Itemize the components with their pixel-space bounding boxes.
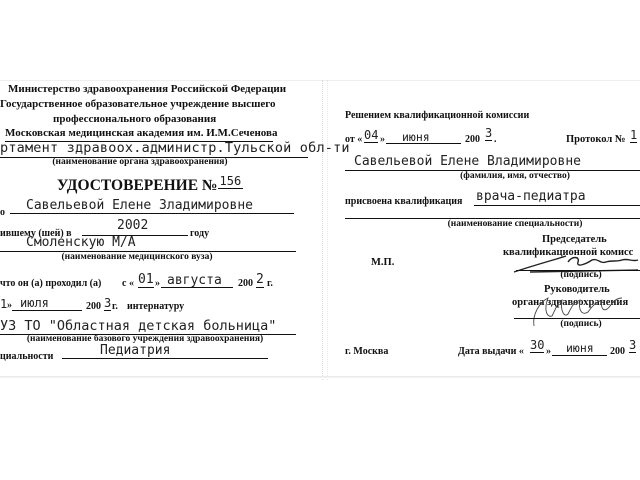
internship-label: интернатуру	[127, 301, 185, 312]
issue-city: г. Москва	[345, 346, 389, 357]
period-end-year-suffix: г.	[112, 301, 118, 312]
issue-month-underline	[552, 355, 607, 356]
issue-year-prefix: 200	[610, 346, 625, 357]
period-start-day: 01	[138, 272, 154, 287]
issue-day: 30	[530, 338, 545, 352]
decision-month: июня	[402, 130, 430, 144]
certificate-title-text: УДОСТОВЕРЕНИЕ №	[57, 177, 218, 194]
graduation-suffix: году	[190, 228, 210, 239]
issue-date-prefix: Дата выдачи «	[458, 346, 524, 357]
decision-year-prefix: 200	[465, 134, 480, 145]
chairman-title-2: квалификационной комисс	[503, 247, 634, 258]
period-start-month-underline	[161, 287, 233, 288]
graduation-prefix: ившему (шей) в	[0, 228, 72, 239]
qualification-prefix: присвоена квалификация	[345, 196, 463, 207]
recipient-prefix: о	[0, 207, 5, 218]
seal-placeholder: М.П.	[371, 257, 395, 268]
head-title: Руководитель	[544, 284, 610, 295]
period-start-year-suffix: г.	[267, 278, 273, 289]
chairman-title: Председатель	[542, 234, 607, 245]
decision-day: 04	[364, 128, 379, 142]
ministry-header: Министерство здравоохранения Российской Федерации	[8, 83, 287, 95]
period-end-day-close: »	[7, 300, 12, 311]
health-authority-value: ртамент здравоох.администр.Тульской обл-ти	[0, 140, 350, 156]
period-end-month: июля	[20, 296, 49, 310]
university-value: Смоленскую М/А	[26, 235, 136, 250]
university-caption: (наименование медицинского вуза)	[61, 252, 213, 262]
institution-header: Государственное образовательное учреждение высшего	[0, 98, 276, 110]
certificate-title	[57, 174, 243, 195]
period-start-month: августа	[167, 273, 222, 288]
certificate-number: 156	[219, 174, 242, 188]
head-signature-caption: (подпись)	[560, 319, 602, 329]
institution-header-2: профессионального образования	[53, 113, 217, 125]
decision-month-underline	[386, 143, 461, 144]
chairman-signature-caption: (подпись)	[560, 270, 602, 280]
specialty-underline	[62, 358, 268, 359]
decision-year: 3	[485, 126, 493, 140]
period-from: с «	[122, 278, 134, 289]
specialty-value: Педиатрия	[100, 343, 171, 358]
graduation-year: 2002	[117, 218, 149, 233]
right-recipient-name: Савельевой Елене Владимировне	[354, 154, 581, 169]
period-start-day-close: »	[155, 278, 160, 289]
commission-decision: Решением квалификационной комиссии	[345, 110, 530, 121]
authority-caption: (наименование органа здравоохранения)	[52, 157, 228, 167]
issue-year: 3	[629, 338, 637, 352]
center-fold	[322, 80, 328, 380]
issue-day-close: »	[546, 346, 551, 357]
recipient-underline	[10, 213, 294, 214]
page-bottom-edge	[0, 376, 640, 378]
base-institution-value: УЗ ТО "Областная детская больница"	[0, 318, 277, 334]
academy-name: Московская медицинская академия им. И.М.Сеченова	[5, 127, 278, 139]
decision-day-close: »	[380, 134, 385, 145]
qualification-value: врача-педиатра	[476, 189, 586, 204]
period-end-day: 1	[0, 297, 8, 311]
issue-month: июня	[566, 341, 594, 355]
right-recipient-caption: (фамилия, имя, отчество)	[460, 171, 570, 181]
protocol-label: Протокол №	[566, 134, 626, 145]
period-end-year-prefix: 200	[86, 301, 101, 312]
period-start-year-prefix: 200	[238, 278, 253, 289]
period-end-year: 3	[104, 296, 112, 310]
period-end-month-underline	[12, 310, 82, 311]
head-title-2: органа здравоохранения	[512, 297, 629, 308]
recipient-name: Савельевой Елене Зладимировне	[26, 198, 253, 213]
base-institution-caption: (наименование базового учреждения здравоохранения)	[26, 334, 264, 344]
decision-year-suffix: .	[494, 134, 497, 145]
protocol-number: 1	[630, 128, 638, 142]
qualification-underline	[474, 205, 640, 206]
decision-date-prefix: от «	[345, 134, 363, 145]
period-start-year: 2	[256, 272, 264, 287]
specialty-prefix: циальности	[0, 351, 54, 362]
page-top-edge	[0, 80, 640, 81]
period-prefix: что он (а) проходил (а)	[0, 278, 102, 289]
qualification-caption: (наименование специальности)	[447, 219, 583, 229]
